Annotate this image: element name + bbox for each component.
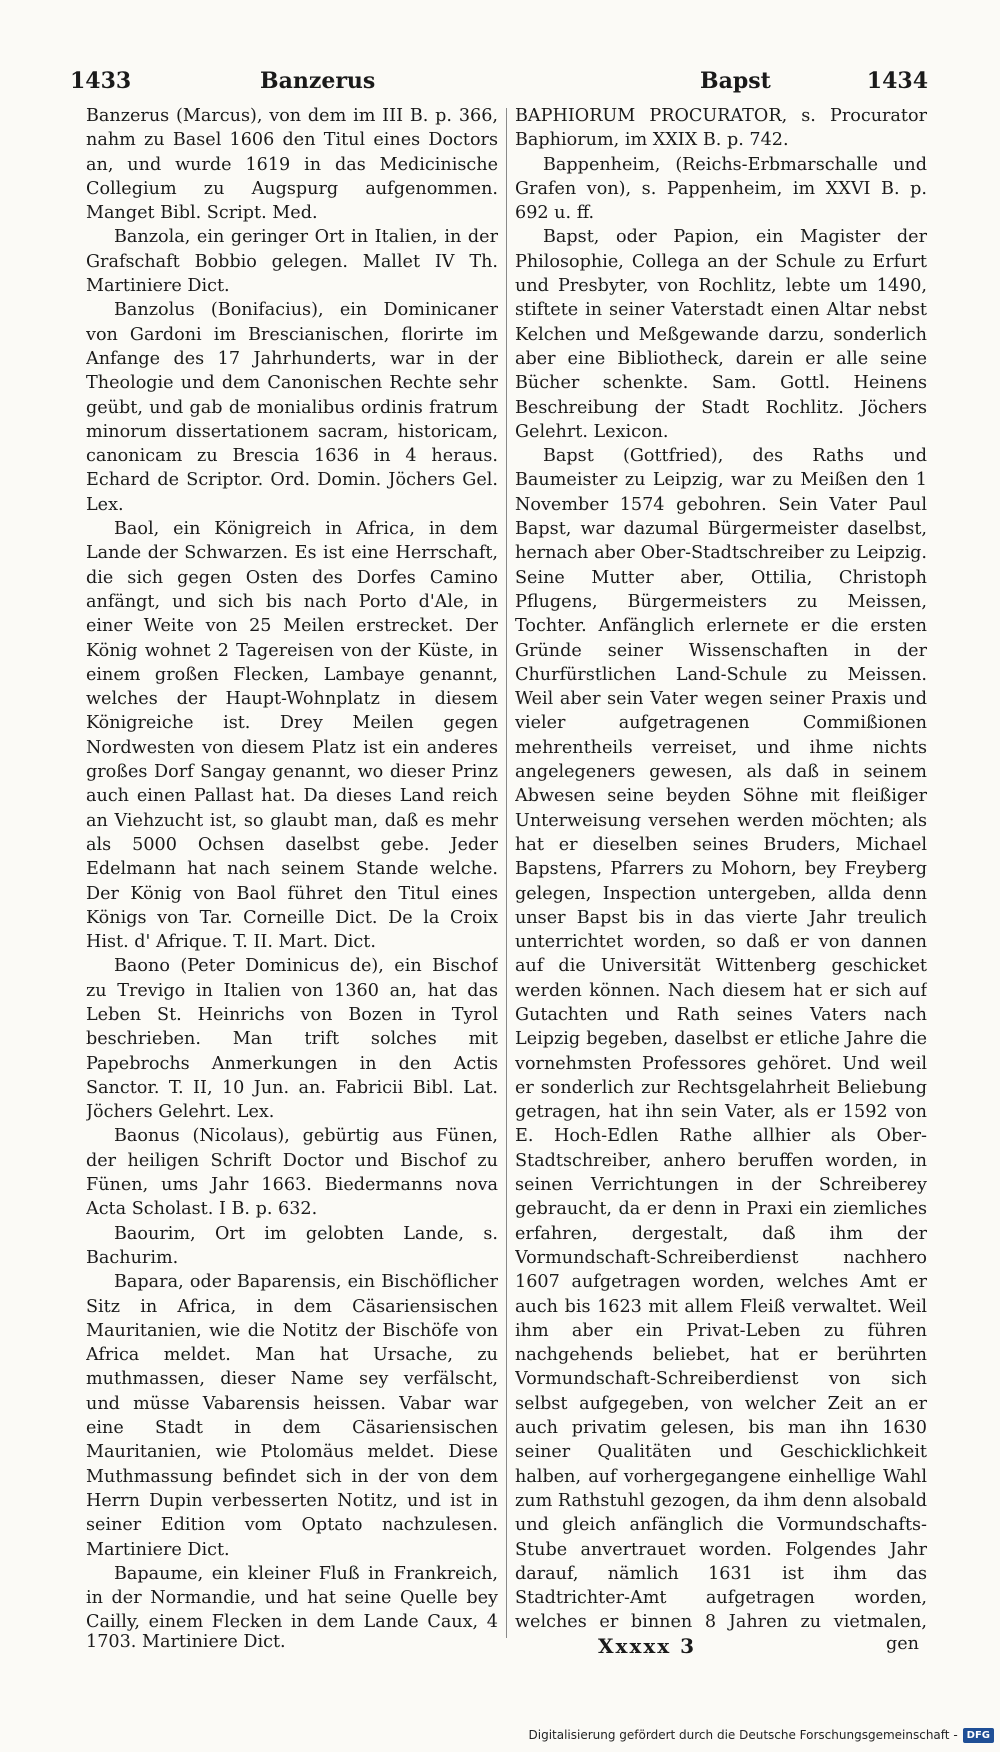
footer-text: Digitalisierung gefördert durch die Deutsche Forschungsgemeinschaft - [528, 1728, 958, 1742]
running-header [70, 68, 928, 108]
entry-baonus: Baonus (Nicolaus), gebürtig aus Fünen, der heiligen Schrift Doctor und Bischof zu Fünen, ums Jahr 1663. Biedermanns nova Acta Scholast. I B. p. 632. [86, 1126, 498, 1220]
entry-banzerus: Banzerus (Marcus), von dem im III B. p. 366, nahm zu Basel 1606 den Titul eines Doctors an, und wurde 1619 in das Medicinische Collegium zu Augspurg aufgenommen. Manget Bibl. Script. Med. [86, 106, 498, 224]
printer-signature: Xxxxx 3 [598, 1634, 697, 1658]
column-divider [506, 108, 507, 1638]
entry-bapst: Bapst, oder Papion, ein Magister der Philosophie, Collega an der Schule zu Erfurt und Presbyter, von Rochlitz, lebte um 1490, stiftete in seiner Vaterstadt einen Altar nebst Kelchen und Meßgewande darzu, sonderlich aber eine Bibliotheck, darein er alle seine Bücher schenkte. Sam. Gottl. Heinens Beschreibung der Stadt Rochlitz. Jöchers Gelehrt. Lexicon. [515, 227, 927, 442]
dfg-logo: DFG [963, 1728, 994, 1743]
right-column [515, 104, 927, 1634]
entry-baphiorum-procurator: BAPHIORUM PROCURATOR, s. Procurator Baphiorum, im XXIX B. p. 742. [515, 106, 927, 151]
entry-banzola: Banzola, ein geringer Ort in Italien, in der Grafschaft Bobbio gelegen. Mallet IV Th. Martiniere Dict. [86, 227, 498, 297]
entry-bapst-gottfried: Bapst (Gottfried), des Raths und Baumeister zu Leipzig, war zu Meißen den 1 November 1574 gebohren. Sein Vater Paul Bapst, war dazumal Bürgermeister daselbst, hernach aber Ober-Stadtschreiber zu Leipzig. Seine Mutter aber, Ottilia, Christoph Pflugens, Bürgermeisters zu Meissen, Tochter. Anfänglich erlernete er die ersten Gründe seiner Wissenschaften in der Churfürstlichen Land-Schule zu Meissen. Weil aber sein Vater wegen seiner Praxis und vieler aufgetragenen Commißionen mehrentheils verreiset, und ihme nichts angelegeners gewesen, als daß in seinem Abwesen seine beyden Söhne mit fleißiger Unterweisung versehen werden möchten; als hat er dieselben seines Bruders, Michael Bapstens, Pfarrers zu Mohorn, bey Freyberg gelegen, Inspection untergeben, allda denn unser Bapst bis in das vierte Jahr treulich unterrichtet worden, so daß er von dannen auf die Universität Wittenberg geschicket werden können. Nach diesem hat er sich auf Gutachten und Rath seines Vaters nach Leipzig begeben, daselbst er etliche Jahre die vornehmsten Professores gehöret. Und weil er sonderlich zur Rechtsgelahrheit Beliebung getragen, hat ihn sein Vater, als er 1592 von E. Hoch-Edlen Rathe allhier als Ober-Stadtschreiber, anhero beruffen worden, in seinen Verrichtungen in der Schreiberey gebraucht, da er denn in Praxi ein ziemliches erfahren, dergestalt, daß ihm der Vormundschaft-Schreiberdienst nachhero 1607 aufgetragen worden, welches Amt er auch bis 1623 mit allem Fleiß verwaltet. Weil ihm aber ein Privat-Leben zu führen nachgehends beliebet, hat er berührten Vormundschaft-Schreiberdienst von sich selbst aufgegeben, von welcher Zeit an er auch privatim gelesen, bis man ihn 1630 seiner Qualitäten und Geschicklichkeit halben, auf vorhergegangene einhellige Wahl zum Rathstuhl gezogen, da ihm denn alsobald und gleich anfänglich die Vormundschafts-Stube anvertrauet worden. Folgendes Jahr darauf, nämlich 1631 ist ihm das Stadtrichter-Amt aufgetragen worden, welches er binnen 8 Jahren zu vietmalen, [515, 446, 927, 1633]
entry-bapara: Bapara, oder Baparensis, ein Bischöflicher Sitz in Africa, in dem Cäsariensischen Mauritanien, wie die Notitz der Bischöfe von Africa meldet. Man hat Ursache, zu muthmassen, dieser Name sey verfälscht, und müsse Vabarensis heissen. Vabar war eine Stadt in dem Cäsariensischen Mauritanien, wie Ptolomäus meldet. Diese Muthmassung befindet sich in der von dem Herrn Dupin verbesserten Notitz, und ist in seiner Edition vom Optato nachzulesen. Martiniere Dict. [86, 1272, 498, 1560]
right-page-number: 1434 [866, 68, 928, 94]
entry-bapaume: Bapaume, ein kleiner Fluß in Frankreich, in der Normandie, und hat seine Quelle bey Cailly, einem Flecken in dem Lande Caux, 4 [86, 1563, 498, 1633]
entry-baono: Baono (Peter Dominicus de), ein Bischof zu Trevigo in Italien von 1360 an, hat das Leben St. Heinrichs von Bozen in Tyrol beschrieben. Man trift solches mit Papebrochs Anmerkungen in den Actis Sanctor. T. II, 10 Jun. an. Fabricii Bibl. Lat. Jöchers Gelehrt. Lex. [86, 956, 498, 1123]
left-column-last-line: 1703. Martiniere Dict. [86, 1632, 286, 1652]
entry-bappenheim: Bappenheim, (Reichs-Erbmarschalle und Grafen von), s. Pappenheim, im XXVI B. p. 692 u. ff. [515, 154, 927, 224]
digitization-footer [529, 1724, 995, 1746]
left-column [86, 104, 498, 1634]
entry-banzolus: Banzolus (Bonifacius), ein Dominicaner von Gardoni im Brescianischen, florirte im Anfange des 17 Jahrhunderts, war in der Theologie und dem Canonischen Rechte sehr geübt, und gab de monialibus ordinis fratrum minorum dissertationem sacram, historicam, canonicam zu Brescia 1636 in 4 heraus. Echard de Scriptor. Ord. Domin. Jöchers Gel. Lex. [86, 300, 498, 515]
right-running-title: Bapst [700, 68, 771, 94]
catchword: gen [886, 1634, 920, 1654]
entry-baol: Baol, ein Königreich in Africa, in dem Lande der Schwarzen. Es ist eine Herrschaft, die sich gegen Osten des Dorfes Camino anfängt, und sich bis nach Porto d'Ale, in einer Weite von 25 Meilen erstrecket. Der König wohnet 2 Tagereisen von der Küste, in einem großen Flecken, Lambaye genannt, welches der Haupt-Wohnplatz in diesem Königreiche ist. Drey Meilen gegen Nordwesten von diesem Platz ist ein anderes großes Dorf Sangay genannt, wo dieser Prinz auch einen Pallast hat. Da dieses Land reich an Viehzucht ist, so glaubt man, daß es mehr als 5000 Ochsen daselbst gebe. Jeder Edelmann hat nach seinem Stande welche. Der König von Baol führet den Titul eines Königs von Tar. Corneille Dict. De la Croix Hist. d' Afrique. T. II. Mart. Dict. [86, 519, 498, 953]
left-running-title: Banzerus [260, 68, 376, 94]
left-page-number: 1433 [70, 68, 132, 94]
entry-baourim: Baourim, Ort im gelobten Lande, s. Bachurim. [86, 1223, 498, 1268]
